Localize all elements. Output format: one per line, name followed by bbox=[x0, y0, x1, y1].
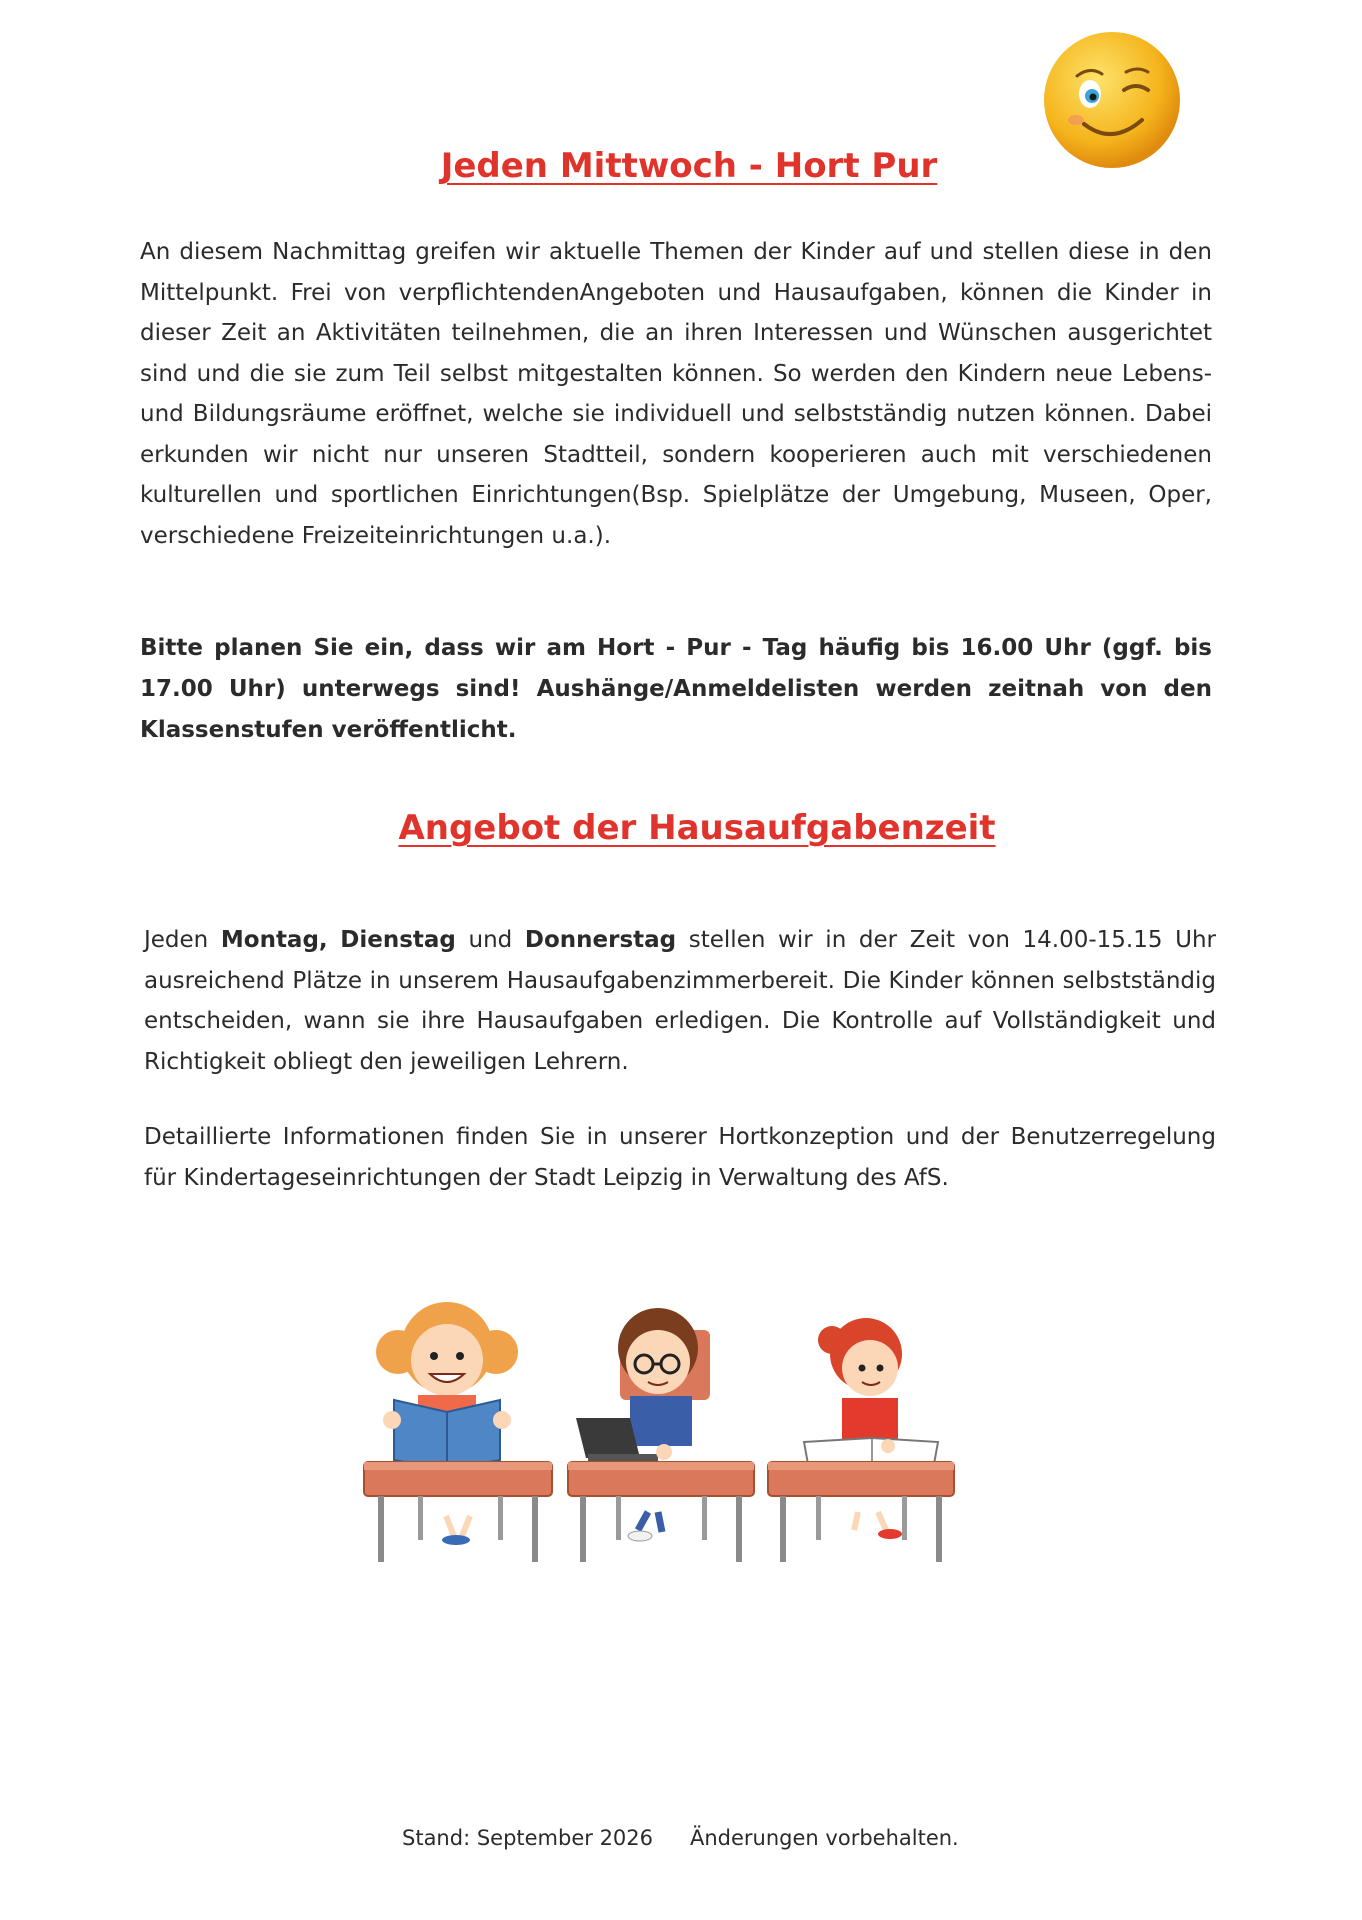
hort-pur-paragraph: An diesem Nachmittag greifen wir aktuelle Themen der Kinder auf und stellen diese in den Mittelpunkt. Frei von verpflichtendenAngeboten und Hausaufgaben, können die Kinder in dieser Zeit an Aktivitäten teilnehmen, die an ihren Interessen und Wünschen ausgerichtet sind und die sie zum Teil selbst mitgestalten können. So werden den Kindern neue Lebens- und Bildungsräume eröffnet, welche sie individuell und selbstständig nutzen können. Dabei erkunden wir nicht nur unseren Stadtteil, sondern kooperieren auch mit verschiedenen kulturellen und sportlichen Einrichtungen(Bsp. Spielplätze der Umgebung, Museen, Oper, verschiedene Freizeiteinrichtungen u.a.). bbox=[140, 239, 1212, 549]
text-und: und bbox=[455, 927, 525, 953]
footer-note: Änderungen vorbehalten. bbox=[690, 1826, 959, 1850]
section-title-hort-pur: Jeden Mittwoch - Hort Pur bbox=[440, 146, 938, 186]
day-dienstag: Dienstag bbox=[340, 927, 456, 953]
boy-laptop-figure bbox=[576, 1308, 710, 1462]
info-paragraph: Detaillierte Informationen finden Sie in unserer Hortkonzeption und der Benutzerregelung für Kindertageseinrichtungen der Stadt Leipzig in Verwaltung des AfS. bbox=[144, 1124, 1216, 1191]
hort-pur-notice: Bitte planen Sie ein, dass wir am Hort - Pur - Tag häufig bis 16.00 Uhr (ggf. bis 17.00 Uhr) unterwegs sind! Aushänge/Anmeldelisten werden zeitnah von den Klassenstufen veröffentlicht. bbox=[140, 635, 1212, 743]
section-title-hausaufgabenzeit: Angebot der Hausaufgabenzeit bbox=[398, 808, 996, 848]
girl-writing-figure bbox=[804, 1318, 938, 1464]
girl-reading-figure bbox=[376, 1302, 518, 1470]
children-at-desks-illustration bbox=[358, 1290, 958, 1570]
day-montag: Montag, bbox=[220, 927, 328, 953]
day-donnerstag: Donnerstag bbox=[524, 927, 677, 953]
text-rest: stellen wir in der Zeit von 14.00-15.15 Uhr ausreichend Plätze in unserem Hausaufgabenzimmerbereit. Die Kinder können selbstständig entscheiden, wann sie ihre Hausaufgaben erledigen. Die Kontrolle auf Vollständigkeit und Richtigkeit obliegt den jeweiligen Lehrern. bbox=[144, 927, 1216, 1075]
footer-stand: Stand: September 2026 bbox=[402, 1826, 654, 1850]
hausaufgaben-paragraph bbox=[144, 920, 1216, 1082]
text-jeden: Jeden bbox=[144, 927, 221, 953]
